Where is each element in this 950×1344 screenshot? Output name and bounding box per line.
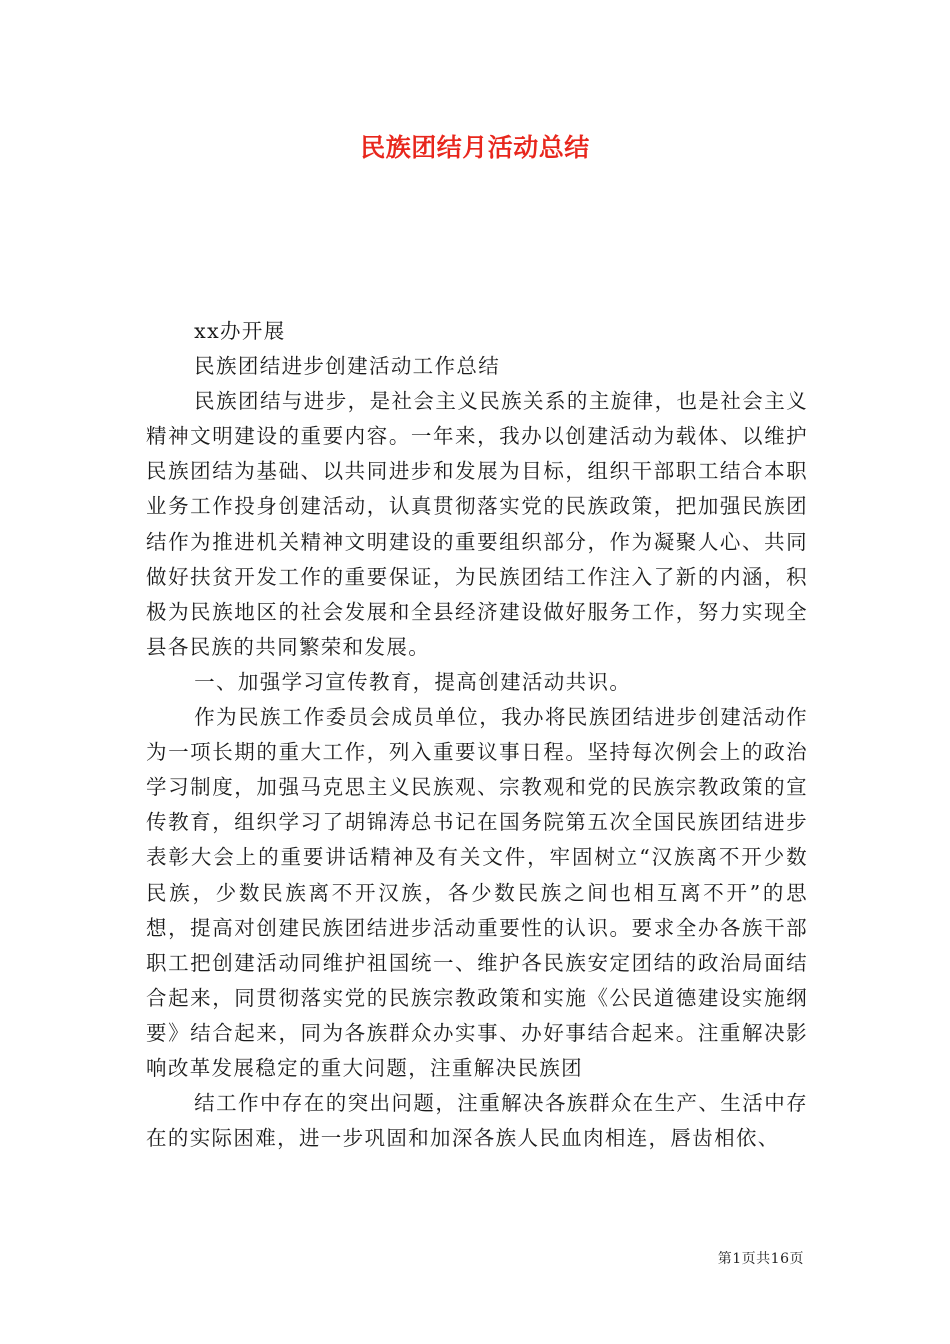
document-title: 民族团结月活动总结 (360, 133, 590, 162)
paragraph-section-1: 作为民族工作委员会成员单位，我办将民族团结进步创建活动作为一项长期的重大工作，列入重要议事日程。坚持每次例会上的政治学习制度，加强马克思主义民族观、宗教观和党的民族宗教政策的宣传教育，组织学习了胡锦涛总书记在国务院第五次全国民族团结进步表彰大会上的重要讲话精神及有关文件，牢固树立“汉族离不开少数民族，少数民族离不开汉族，各少数民族之间也相互离不开”的思想，提高对创建民族团结进步活动重要性的认识。要求全办各族干部职工把创建活动同维护祖国统一、维护各民族安定团结的政治局面结合起来，同贯彻落实党的民族宗教政策和实施《公民道德建设实施纲要》结合起来，同为各族群众办实事、办好事结合起来。注重解决影响改革发展稳定的重大问题，注重解决民族团 (146, 705, 808, 1080)
paragraph-continuation: 结工作中存在的突出问题，注重解决各族群众在生产、生活中存在的实际困难，进一步巩固和加深各族人民血肉相连，唇齿相依、 (146, 1091, 808, 1151)
page-number-footer: 第1页共16页 (717, 1251, 804, 1267)
paragraph-office: xx办开展 (194, 319, 286, 343)
section-heading-1: 一、加强学习宣传教育，提高创建活动共识。 (194, 669, 632, 694)
paragraph-subtitle: 民族团结进步创建活动工作总结 (194, 354, 501, 379)
paragraph-intro: 民族团结与进步，是社会主义民族关系的主旋律，也是社会主义精神文明建设的重要内容。一年来，我办以创建活动为载体、以维护民族团结为基础、以共同进步和发展为目标，组织干部职工结合本职业务工作投身创建活动，认真贯彻落实党的民族政策，把加强民族团结作为推进机关精神文明建设的重要组织部分，作为凝聚人心、共同做好扶贫开发工作的重要保证，为民族团结工作注入了新的内涵，积极为民族地区的社会发展和全县经济建设做好服务工作，努力实现全县各民族的共同繁荣和发展。 (146, 389, 808, 659)
document-body (146, 314, 808, 1156)
